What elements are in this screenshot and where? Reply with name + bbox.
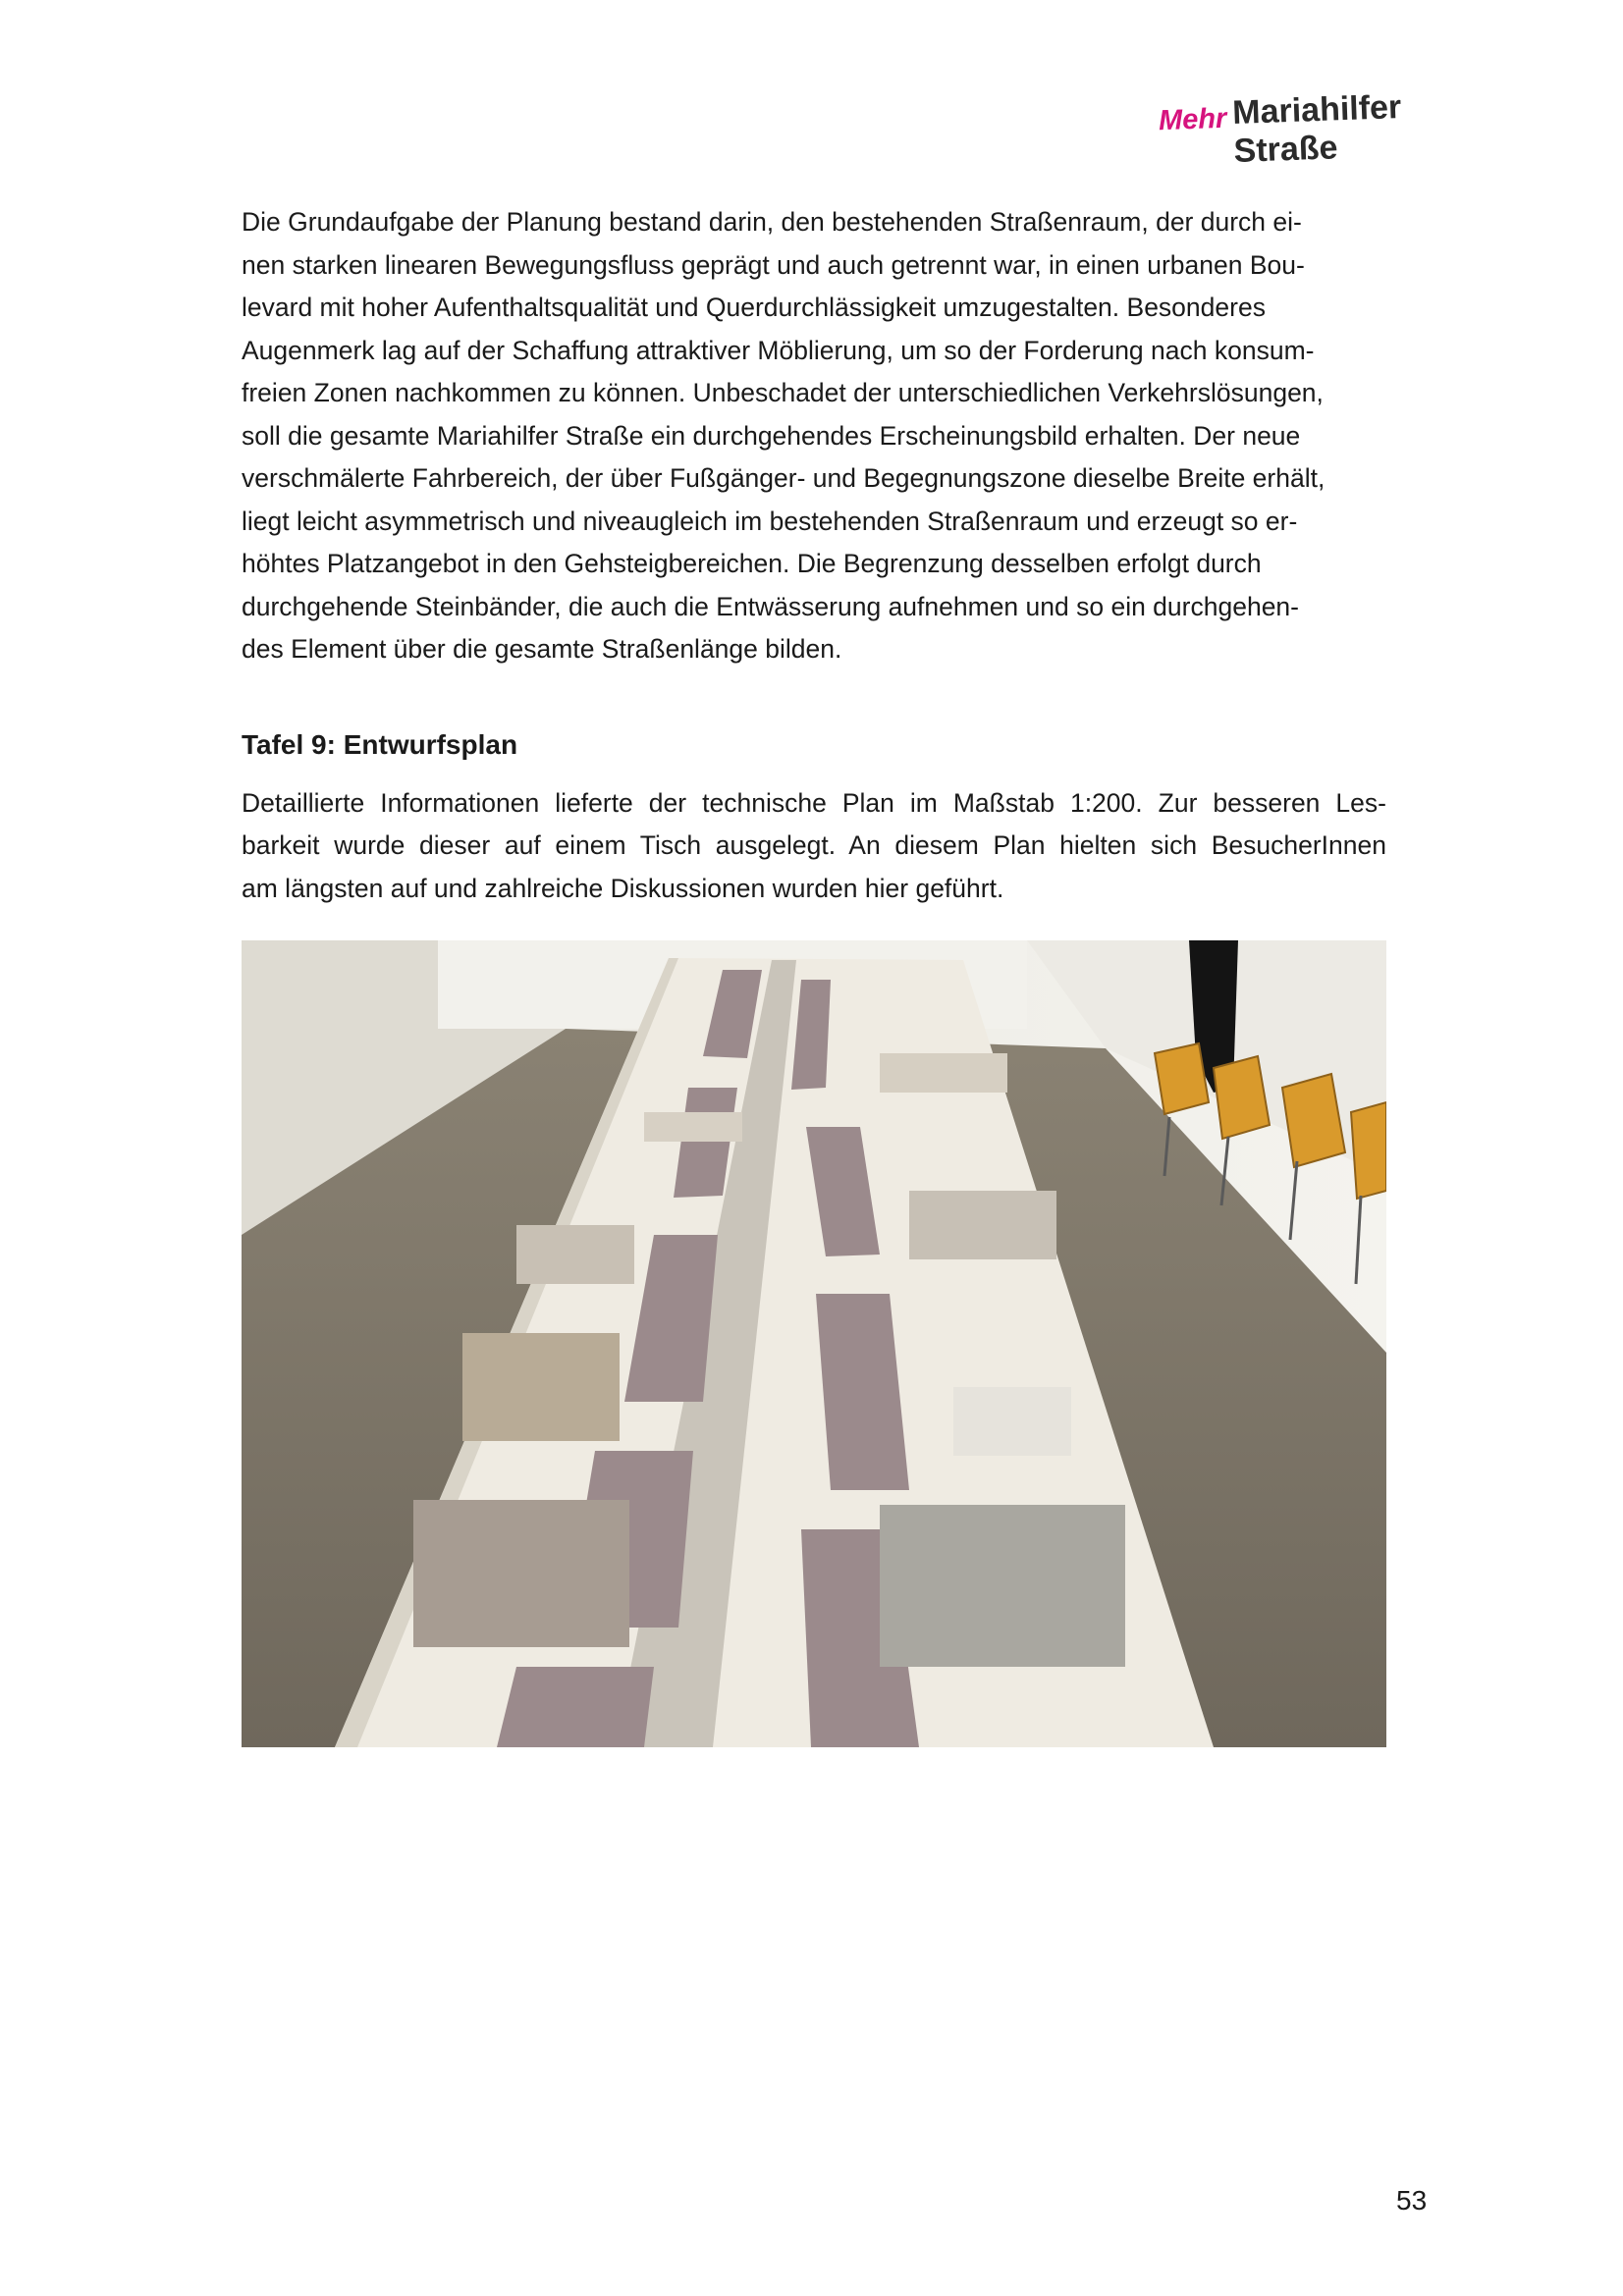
paragraph-line: liegt leicht asymmetrisch und niveaugleich im bestehenden Straßenraum und erzeugt so er- xyxy=(242,506,1298,536)
paragraph-line: soll die gesamte Mariahilfer Straße ein durchgehendes Erscheinungsbild erhalten. Der neue xyxy=(242,420,1301,451)
exhibition-photo-illustration xyxy=(242,940,1386,1747)
brand-prefix: Mehr xyxy=(1158,102,1227,137)
paragraph-line: durchgehende Steinbänder, die auch die Entwässerung aufnehmen und so ein durchgehen- xyxy=(242,591,1299,621)
exhibition-photo xyxy=(242,940,1386,1747)
paragraph-line: Die Grundaufgabe der Planung bestand darin, den bestehenden Straßenraum, der durch ei- xyxy=(242,207,1302,237)
paragraph-line: Detaillierte Informationen lieferte der technische Plan im Maßstab 1:200. Zur besseren Les- xyxy=(242,787,1386,818)
paragraph-line: freien Zonen nachkommen zu können. Unbeschadet der unterschiedlichen Verkehrslösungen, xyxy=(242,378,1324,407)
page-content xyxy=(242,201,1386,910)
paragraph-line: am längsten auf und zahlreiche Diskussionen wurden hier geführt. xyxy=(242,873,1004,903)
plan-paragraph xyxy=(242,782,1386,911)
paragraph-line: Augenmerk lag auf der Schaffung attraktiver Möblierung, um so der Forderung nach konsum- xyxy=(242,335,1315,365)
header-brand xyxy=(1158,88,1512,170)
paragraph-line: nen starken linearen Bewegungsfluss geprägt und auch getrennt war, in einen urbanen Bou- xyxy=(242,249,1305,280)
paragraph-line: barkeit wurde dieser auf einem Tisch ausgelegt. An diesem Plan hielten sich BesucherInnen xyxy=(242,830,1386,860)
brand-name: Mariahilfer Straße xyxy=(1231,88,1402,170)
intro-paragraph xyxy=(242,201,1386,671)
section-heading: Tafel 9: Entwurfsplan xyxy=(242,728,518,760)
paragraph-line: des Element über die gesamte Straßenlänge bilden. xyxy=(242,634,842,664)
paragraph-line: höhtes Platzangebot in den Gehsteigbereichen. Die Begrenzung desselben erfolgt durch xyxy=(242,549,1262,578)
page-number: 53 xyxy=(1396,2185,1428,2216)
paragraph-line: levard mit hoher Aufenthaltsqualität und Querdurchlässigkeit umzugestalten. Besonderes xyxy=(242,293,1266,322)
paragraph-line: verschmälerte Fahrbereich, der über Fußgänger- und Begegnungszone dieselbe Breite erhält, xyxy=(242,463,1325,493)
